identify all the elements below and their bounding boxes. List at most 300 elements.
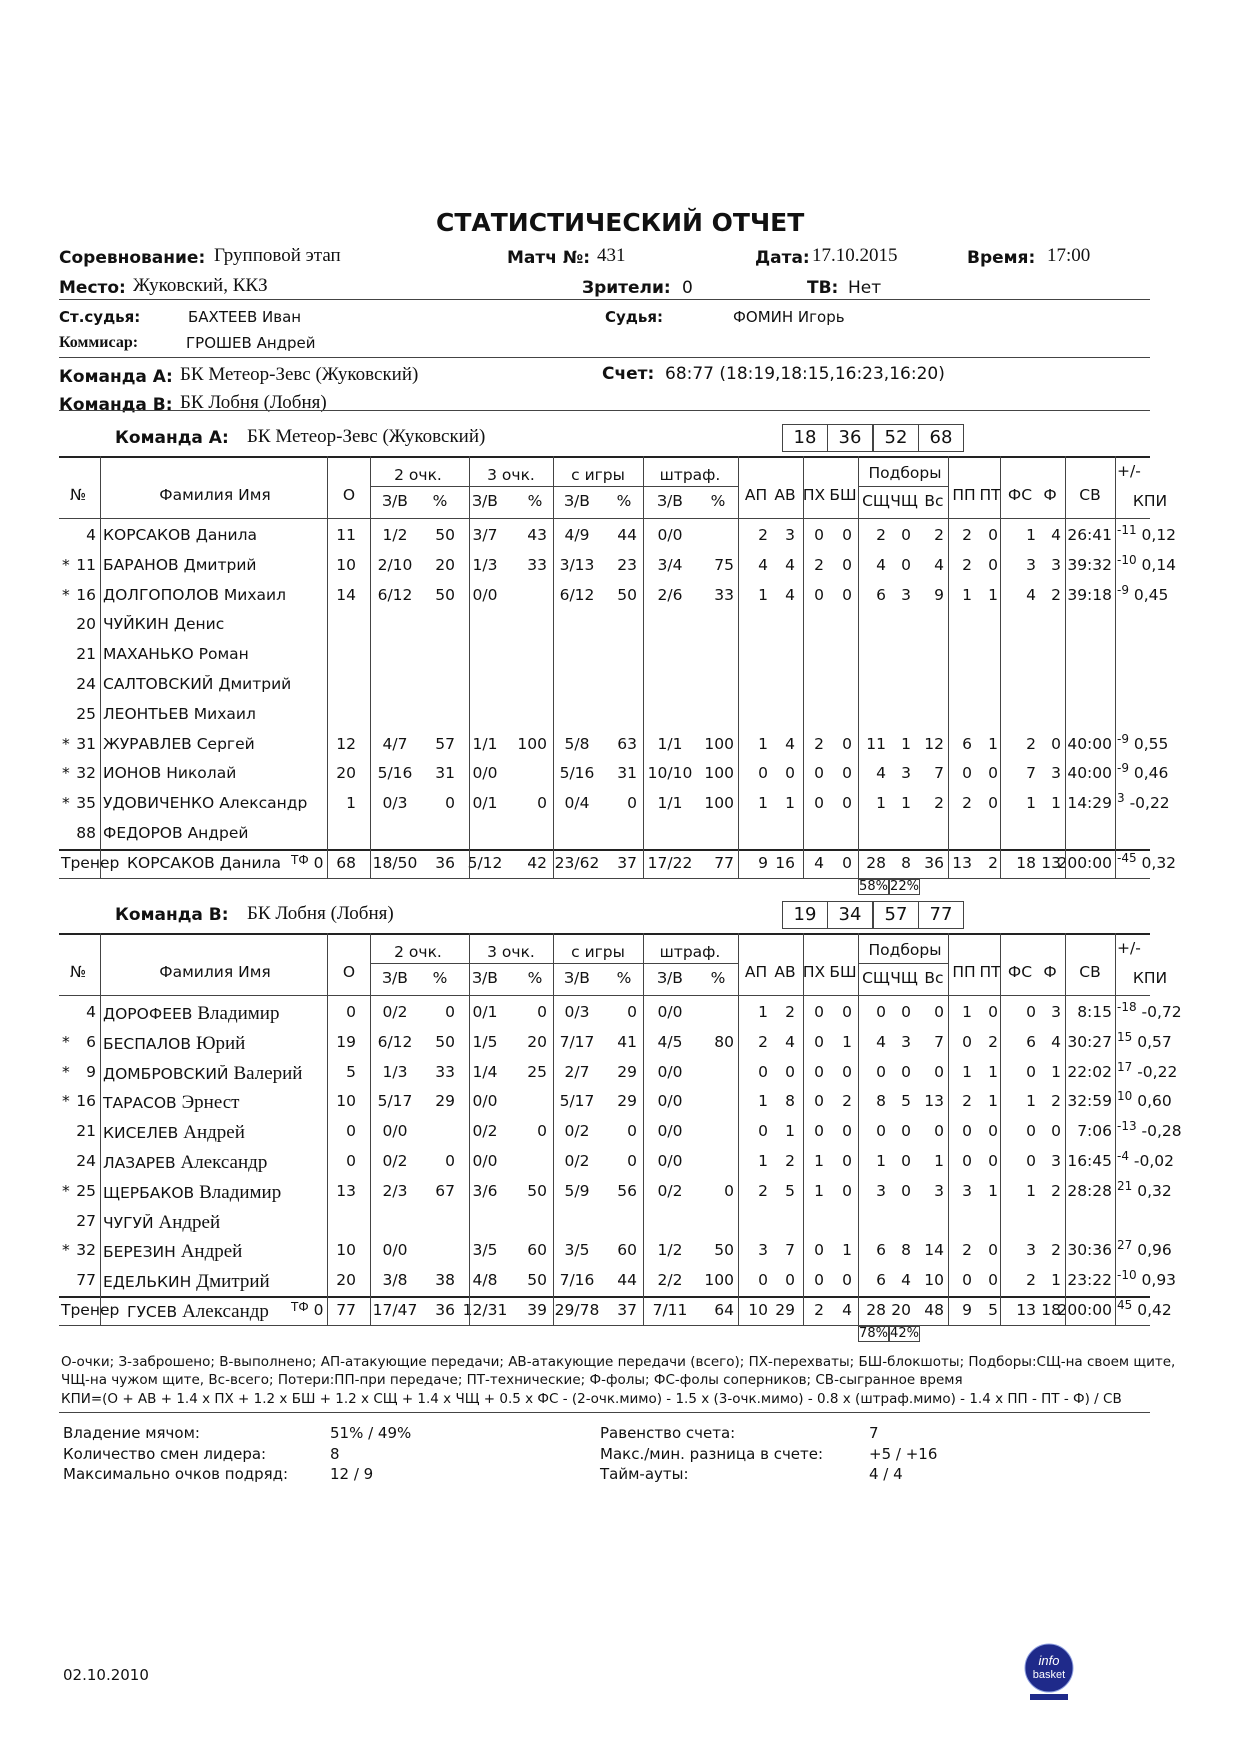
plus-minus: $^{15}$ 0,57 [1117,1029,1172,1051]
starter-mark: * [62,1062,70,1081]
total-vs: 48 [924,1301,944,1319]
stat-p3: 4/8 [472,1271,498,1290]
stat-pt: 0 [988,1122,998,1141]
stat-pp: 0 [962,1122,972,1141]
stat-vs: 0 [934,1003,944,1021]
starter-mark: * [62,1032,70,1051]
column-header-av: АВ [774,963,796,981]
stat-fg: 0/2 [564,1122,590,1141]
stat-fs: 1 [1026,794,1036,813]
stat-p2p: 33 [435,1062,455,1081]
stat-pt: 1 [988,1092,998,1111]
player-name: ЩЕРБАКОВ Владимир [103,1181,282,1203]
team-section-label: Команда В: [115,905,229,925]
stat-vs: 7 [934,1032,944,1051]
stat-pt: 0 [988,764,998,783]
stat-p3p: 0 [537,1003,547,1021]
stat-ap: 2 [758,1181,768,1200]
stat-ap: 1 [758,1092,768,1111]
stat-bsh: 0 [842,1003,852,1021]
stat-px: 0 [814,526,824,544]
stat-bsh: 0 [842,1181,852,1200]
total-ap: 9 [758,853,768,872]
column-rule [803,456,804,878]
stat-av: 4 [785,585,795,604]
stat-ap: 0 [758,1062,768,1081]
stat-ft: 0/0 [657,1092,683,1111]
total-p2p: 36 [435,853,455,872]
column-header-ap: АП [744,486,768,504]
stat-ftp: 75 [714,555,734,574]
table-rule [59,518,1150,519]
stat-p3: 1/4 [472,1062,498,1081]
stat-ap: 1 [758,734,768,753]
stat-f: 0 [1051,734,1061,753]
total-plus-minus: $^{45}$ 0,42 [1117,1298,1172,1319]
player-name: САЛТОВСКИЙ Дмитрий [103,675,292,693]
stat-chshch: 0 [901,555,911,574]
chief-judge-value: БАХТЕЕВ Иван [188,308,302,326]
stat-chshch: 4 [901,1271,911,1290]
stat-p3p: 0 [537,1122,547,1141]
column-subheader: % [616,969,632,987]
player-number: 6 [86,1032,96,1051]
column-header-chshch: ЧЩ [890,969,918,987]
stat-pp: 1 [962,585,972,604]
team-b-label: Команда В: [59,395,173,415]
starter-mark: * [62,1092,70,1111]
column-header-fs: ФС [1007,486,1033,504]
stat-fg: 6/12 [559,585,595,604]
stat-p3: 1/1 [472,734,498,753]
stat-p3: 0/1 [472,794,498,813]
stat-ft: 1/2 [657,1241,683,1260]
stat-p3p: 50 [527,1181,547,1200]
stat-f: 4 [1051,526,1061,544]
column-rule [738,456,739,878]
stat-fgp: 44 [617,1271,637,1290]
stat-chshch: 8 [901,1241,911,1260]
stat-fs: 7 [1026,764,1036,783]
stat-p2p: 20 [435,555,455,574]
stat-bsh: 0 [842,1122,852,1141]
stat-sv: 40:00 [1067,764,1112,783]
total-chshch: 20 [891,1301,911,1319]
stat-o: 0 [346,1152,356,1170]
stat-sv: 7:06 [1077,1122,1112,1141]
stat-bsh: 1 [842,1032,852,1051]
column-subheader: % [710,969,726,987]
stat-fg: 5/17 [559,1092,595,1111]
plus-minus: $^{-10}$ 0,14 [1117,552,1177,574]
stat-ft: 1/1 [657,794,683,813]
stat-p3: 0/0 [472,1092,498,1111]
stat-sshch: 1 [876,1152,886,1170]
stat-sv: 30:36 [1067,1241,1112,1260]
stat-px: 0 [814,794,824,813]
stat-pp: 2 [962,1092,972,1111]
player-number: 4 [86,1003,96,1021]
stat-pt: 1 [988,1062,998,1081]
stat-vs: 0 [934,1062,944,1081]
stat-fg: 2/7 [564,1062,590,1081]
stat-o: 10 [336,1241,356,1260]
stat-px: 0 [814,1062,824,1081]
stat-sshch: 8 [876,1092,886,1111]
quarter-score-box: 18 [782,424,828,452]
stat-sshch: 11 [866,734,886,753]
stat-sv: 28:28 [1067,1181,1112,1200]
stat-p2p: 38 [435,1271,455,1290]
total-p3p: 42 [527,853,547,872]
stat-px: 2 [814,555,824,574]
technical-fouls: ТФ 0 [291,852,324,872]
chief-judge-label: Ст.судья: [59,308,141,326]
column-rule [370,456,371,878]
timeouts-value: 4 / 4 [869,1465,903,1483]
player-number: 32 [76,1241,96,1260]
stat-fg: 0/3 [564,1003,590,1021]
stat-ftp: 33 [714,585,734,604]
stat-ft: 0/2 [657,1181,683,1200]
column-header-av: АВ [774,486,796,504]
stat-p3p: 100 [517,734,547,753]
spectators-label: Зрители: [582,278,671,298]
stat-ft: 3/4 [657,555,683,574]
stat-bsh: 0 [842,764,852,783]
player-name: ФЕДОРОВ Андрей [103,824,249,842]
stat-fg: 5/9 [564,1181,590,1200]
stat-o: 19 [336,1032,356,1051]
total-ftp: 77 [714,853,734,872]
stat-p3: 0/2 [472,1122,498,1141]
player-name: БАРАНОВ Дмитрий [103,555,257,574]
player-number: 31 [76,734,96,753]
column-rule [1000,456,1001,878]
player-name: ЧУЙКИН Денис [103,615,225,634]
stat-sv: 8:15 [1077,1003,1112,1021]
total-sv: 200:00 [1057,1301,1112,1319]
stat-pt: 0 [988,1241,998,1260]
divider [59,1412,1150,1413]
stat-p2p: 29 [435,1092,455,1111]
total-p2: 18/50 [372,853,418,872]
quarter-score-box: 52 [873,424,919,452]
stat-bsh: 0 [842,1271,852,1290]
total-av: 16 [775,853,795,872]
stat-fs: 3 [1026,555,1036,574]
total-chshch: 8 [901,853,911,872]
plus-minus: $^{-9}$ 0,55 [1117,731,1169,753]
stat-fg: 5/16 [559,764,595,783]
stat-fgp: 0 [627,1122,637,1141]
stat-ftp: 100 [704,764,734,783]
stat-chshch: 3 [901,1032,911,1051]
stat-f: 0 [1051,1122,1061,1141]
column-header-ap: АП [744,963,768,981]
stat-ftp: 100 [704,794,734,813]
stat-pt: 2 [988,1032,998,1051]
starter-mark: * [62,764,70,783]
player-name: ДОЛГОПОЛОВ Михаил [103,585,286,604]
team-section-name: БК Метеор-Зевс (Жуковский) [247,426,486,447]
stat-pt: 1 [988,734,998,753]
total-pt: 2 [988,853,998,872]
stat-p3p: 0 [537,794,547,813]
stat-p3p: 25 [527,1062,547,1081]
stat-fs: 2 [1026,734,1036,753]
judge-label: Судья: [605,308,664,326]
stat-fg: 5/8 [564,734,590,753]
stat-o: 20 [336,1271,356,1290]
total-fgp: 37 [617,853,637,872]
stat-vs: 1 [934,1152,944,1170]
stat-ft: 0/0 [657,1062,683,1081]
stat-f: 3 [1051,1152,1061,1170]
stat-px: 0 [814,1241,824,1260]
player-name: ЕДЕЛЬКИН Дмитрий [103,1271,270,1293]
total-pt: 5 [988,1301,998,1319]
stat-pp: 2 [962,555,972,574]
table-rule [59,878,1150,879]
stat-ap: 2 [758,526,768,544]
stat-f: 3 [1051,764,1061,783]
stat-vs: 9 [934,585,944,604]
stat-pt: 0 [988,794,998,813]
place-value: Жуковский, ККЗ [133,275,268,296]
stat-o: 10 [336,1092,356,1111]
stat-sv: 32:59 [1067,1092,1112,1111]
total-px: 2 [814,1301,824,1319]
score-label: Счет: [602,364,655,384]
quarter-score-box: 19 [782,901,828,929]
player-number: 88 [76,824,96,842]
max-diff-label: Макс./мин. разница в счете: [600,1445,824,1463]
table-rule [858,963,948,964]
stat-p2p: 0 [445,1152,455,1170]
date-value: 17.10.2015 [812,245,898,266]
player-name: ЛАЗАРЕВ Александр [103,1152,268,1173]
divider [59,299,1150,300]
stat-ft: 2/2 [657,1271,683,1290]
stat-fg: 3/5 [564,1241,590,1260]
stat-vs: 12 [924,734,944,753]
stat-pp: 0 [962,1152,972,1170]
stat-pp: 0 [962,1032,972,1051]
column-header-name: Фамилия Имя [159,963,271,981]
column-header-pt: ПТ [979,963,1001,981]
stat-fs: 1 [1026,1181,1036,1200]
player-number: 24 [76,1152,96,1170]
stat-sshch: 6 [876,1271,886,1290]
team-section-name: БК Лобня (Лобня) [247,903,394,924]
stat-o: 20 [336,764,356,783]
legend-line: О-очки; З-заброшено; В-выполнено; АП-атакующие передачи; АВ-атакующие передачи (всего); ПХ-перехваты; БШ-блокшоты; Подборы:СЩ-на своем щите, [61,1354,1176,1370]
stat-sv: 22:02 [1067,1062,1112,1081]
total-f: 13 [1041,853,1061,872]
stat-px: 0 [814,1092,824,1111]
ties-label: Равенство счета: [600,1424,736,1442]
stat-sv: 23:22 [1067,1271,1112,1290]
stat-sshch: 4 [876,764,886,783]
divider [59,357,1150,358]
max-run-label: Максимально очков подряд: [63,1465,289,1483]
column-rule [327,933,328,1325]
plus-minus: $^{27}$ 0,96 [1117,1238,1172,1260]
stat-av: 8 [785,1092,795,1111]
stat-p2p: 31 [435,764,455,783]
stat-ft: 10/10 [647,764,693,783]
tv-label: ТВ: [807,278,839,298]
quarter-score-box: 68 [918,424,964,452]
plus-minus: $^{-18}$ -0,72 [1117,1000,1182,1021]
timeouts-label: Тайм-ауты: [600,1465,689,1483]
stat-av: 0 [785,1271,795,1290]
stat-fs: 1 [1026,526,1036,544]
rebound-percent-box: 42% [890,1326,919,1341]
total-o: 77 [336,1301,356,1319]
column-header-px: ПХ [802,963,826,981]
column-rule [948,456,949,878]
column-rule [553,456,554,878]
stat-fgp: 29 [617,1062,637,1081]
stat-chshch: 0 [901,1062,911,1081]
column-header-no: № [69,963,87,981]
column-header-pt: ПТ [979,486,1001,504]
stat-sshch: 1 [876,794,886,813]
stat-sv: 30:27 [1067,1032,1112,1051]
stat-pt: 0 [988,1003,998,1021]
stat-fg: 4/9 [564,526,590,544]
stat-bsh: 0 [842,1152,852,1170]
plus-minus: $^{-4}$ -0,02 [1117,1149,1175,1170]
stat-fgp: 0 [627,1003,637,1021]
total-ft: 17/22 [647,853,693,872]
table-rule [59,1296,1150,1298]
stat-ap: 0 [758,1271,768,1290]
coach-label: Тренер [61,853,120,872]
player-number: 35 [76,794,96,813]
max-run-value: 12 / 9 [330,1465,374,1483]
column-rule [1115,456,1116,878]
possession-label: Владение мячом: [63,1424,200,1442]
player-name: КОРСАКОВ Данила [103,526,257,544]
stat-fs: 4 [1026,585,1036,604]
stat-pt: 1 [988,585,998,604]
column-header-kpi: КПИ [1132,969,1168,987]
table-rule [59,995,1150,996]
table-rule [370,963,738,964]
stat-p3: 0/0 [472,585,498,604]
total-ftp: 64 [714,1301,734,1319]
ties-value: 7 [869,1424,879,1442]
stat-fg: 7/16 [559,1271,595,1290]
stat-fs: 3 [1026,1241,1036,1260]
stat-p3: 1/5 [472,1032,498,1051]
stat-p2: 2/3 [382,1181,408,1200]
column-rule [469,933,470,1325]
stat-chshch: 0 [901,1003,911,1021]
plus-minus: $^{-11}$ 0,12 [1117,523,1177,544]
stat-chshch: 3 [901,764,911,783]
stat-pp: 0 [962,764,972,783]
player-name: ИОНОВ Николай [103,764,237,783]
stat-pp: 0 [962,1271,972,1290]
column-header-2pt: 2 очк. [394,943,442,961]
column-header-fg: с игры [571,943,625,961]
stat-o: 13 [336,1181,356,1200]
stat-p3: 3/7 [472,526,498,544]
column-rule [327,456,328,878]
player-name: УДОВИЧЕНКО Александр [103,794,308,813]
stat-p3p: 50 [527,1271,547,1290]
starter-mark: * [62,585,70,604]
stat-o: 0 [346,1122,356,1141]
place-label: Место: [59,278,126,298]
table-rule [59,456,1150,458]
total-sshch: 28 [866,1301,886,1319]
stat-fgp: 31 [617,764,637,783]
column-rule [1065,933,1066,1325]
total-px: 4 [814,853,824,872]
stat-chshch: 0 [901,526,911,544]
column-header-f: Ф [1043,486,1057,504]
total-p3: 12/31 [462,1301,508,1319]
total-plus-minus: $^{-45}$ 0,32 [1117,850,1177,872]
stat-chshch: 0 [901,1122,911,1141]
column-rule [738,933,739,1325]
stat-pp: 2 [962,526,972,544]
stat-av: 4 [785,1032,795,1051]
stat-sv: 40:00 [1067,734,1112,753]
stat-px: 0 [814,585,824,604]
column-rule [469,456,470,878]
column-rule [1000,933,1001,1325]
total-p3p: 39 [527,1301,547,1319]
column-rule [643,933,644,1325]
stat-chshch: 0 [901,1181,911,1200]
column-header-2pt: 2 очк. [394,466,442,484]
stat-o: 11 [336,526,356,544]
stat-p3: 0/1 [472,1003,498,1021]
stat-p2: 0/0 [382,1122,408,1141]
player-number: 9 [86,1062,96,1081]
player-number: 24 [76,675,96,693]
time-value: 17:00 [1047,245,1091,266]
stat-px: 1 [814,1181,824,1200]
column-header-no: № [69,486,87,504]
column-header-f: Ф [1043,963,1057,981]
date-label: Дата: [755,248,810,268]
team-section-label: Команда А: [115,428,229,448]
player-name: ЧУГУЙ Андрей [103,1211,221,1233]
stat-fg: 0/2 [564,1152,590,1170]
commissioner-label: Коммисар: [59,334,139,351]
stat-p3p: 43 [527,526,547,544]
stat-ft: 1/1 [657,734,683,753]
stat-av: 0 [785,1062,795,1081]
column-header-sshch: СЩ [862,969,890,987]
stat-chshch: 1 [901,794,911,813]
column-subheader: З/В [564,969,590,987]
total-fs: 13 [1016,1301,1036,1319]
stat-ft: 0/0 [657,1122,683,1141]
quarter-score-box: 77 [918,901,964,929]
column-header-3pt: 3 очк. [487,943,535,961]
stat-bsh: 0 [842,526,852,544]
player-number: 25 [76,704,96,723]
stat-av: 2 [785,1152,795,1170]
